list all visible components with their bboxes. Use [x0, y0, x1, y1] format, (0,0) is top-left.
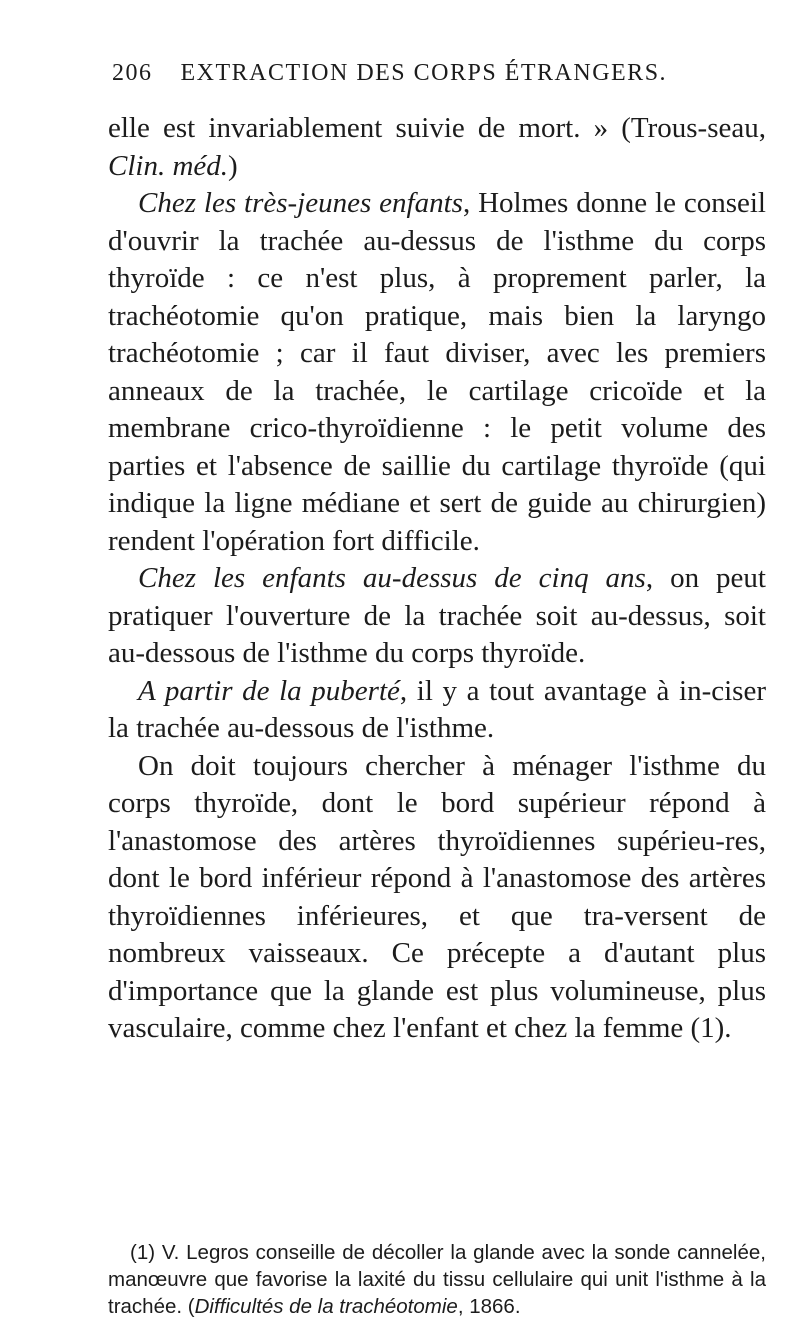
paragraph-lead: Chez les enfants au-dessus de cinq ans — [138, 562, 646, 594]
paragraph-3: Chez les enfants au-dessus de cinq ans, on peut pratiquer l'ouverture de la trachée soit au-dessus, soit au-dessous de l'isthme du corps thyroïde. — [108, 562, 766, 669]
footnote: (1) V. Legros conseille de décoller la glande avec la sonde cannelée, manœuvre que favorise la laxité du tissu cellulaire qui unit l'isthme à la trachée. (Difficultés de la trachéotomie, 1866. — [108, 1241, 766, 1318]
citation: Clin. méd. — [108, 149, 229, 182]
paragraph-2: Chez les très-jeunes enfants, Holmes donne le conseil d'ouvrir la trachée au-dessus de l'isthme du corps thyroïde : ce n'est plus, à proprement parler, la trachéotomie qu'on pratique, mais bien la laryngo trachéotomie ; car il faut diviser, avec les premiers anneaux de la trachée, le cartilage cricoïde et la membrane crico-thyroïdienne : le petit volume des parties et l'absence de saillie du cartilage thyroïde (qui indique la ligne médiane et sert de guide au chirurgien) rendent l'opération fort difficile. — [108, 187, 766, 557]
running-header — [112, 60, 667, 87]
paragraph-5: On doit toujours chercher à ménager l'isthme du corps thyroïde, dont le bord supérieur répond à l'anastomose des artères thyroïdiennes supérieu-res, dont le bord inférieur répond à l'anastomose des artères thyroïdiennes inférieures, et que tra-versent de nombreux vaisseaux. Ce précepte a d'autant plus d'importance que la glande est plus volumineuse, plus vasculaire, comme chez l'enfant et chez la femme (1). — [108, 749, 766, 1044]
footnote-citation: Difficultés de la trachéotomie — [194, 1295, 458, 1318]
paragraph-lead: Chez les très-jeunes enfants — [138, 187, 463, 219]
page-number: 206 — [112, 60, 153, 86]
paragraph-lead: A partir de la puberté — [138, 674, 400, 707]
body-text — [108, 110, 766, 1048]
running-title: EXTRACTION DES CORPS ÉTRANGERS. — [180, 60, 668, 86]
paragraph-4: A partir de la puberté, il y a tout avantage à in-ciser la trachée au-dessous de l'isthme. — [108, 674, 766, 744]
paragraph-1: elle est invariablement suivie de mort. » (Trous-seau, Clin. méd.) — [108, 112, 766, 182]
